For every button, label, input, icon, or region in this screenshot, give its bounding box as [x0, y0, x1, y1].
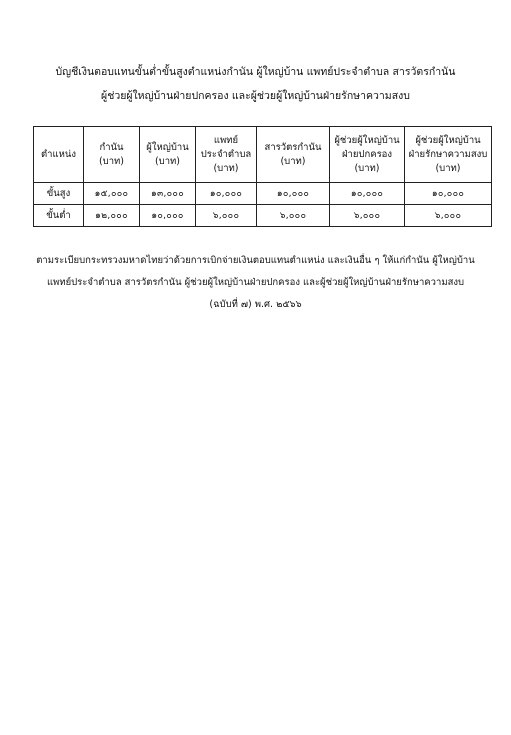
table-row-min	[34, 205, 492, 227]
header-assistant-admin	[330, 127, 405, 183]
cell-max-kamnan-inspector: ๑๐,๐๐๐	[257, 183, 330, 205]
cell-min-kamnan: ๑๒,๐๐๐	[84, 205, 140, 227]
header-village-headman-unit: (บาท)	[154, 155, 181, 167]
footnote-line-1: ตามระเบียบกระทรวงมหาดไทยว่าด้วยการเบิกจ่ายเงินตอบแทนตำแหน่ง และเงินอื่น ๆ ให้แก่กำนัน ผู้ใหญ่บ้าน	[36, 255, 475, 266]
header-assistant-security-label-2: ฝ่ายรักษาความสงบ	[408, 148, 488, 160]
header-assistant-admin-label-2: ฝ่ายปกครอง	[341, 148, 393, 160]
row-label-max: ขั้นสูง	[34, 183, 84, 205]
cell-max-kamnan: ๑๕,๐๐๐	[84, 183, 140, 205]
document-title-line-2: ผู้ช่วยผู้ใหญ่บ้านฝ่ายปกครอง และผู้ช่วยผู้ใหญ่บ้านฝ่ายรักษาความสงบ	[101, 90, 410, 102]
header-kamnan-inspector-unit: (บาท)	[280, 155, 306, 167]
header-kamnan-unit: (บาท)	[98, 155, 125, 167]
footnote-line-2: แพทย์ประจำตำบล สารวัตรกำนัน ผู้ช่วยผู้ใหญ่บ้านฝ่ายปกครอง และผู้ช่วยผู้ใหญ่บ้านฝ่ายรักษาความสงบ	[46, 277, 465, 288]
header-tambon-doctor	[196, 127, 257, 183]
header-assistant-security	[405, 127, 492, 183]
header-tambon-doctor-label-1: แพทย์	[213, 134, 239, 146]
header-kamnan-inspector	[257, 127, 330, 183]
header-village-headman-label: ผู้ใหญ่บ้าน	[146, 141, 189, 153]
compensation-table	[33, 126, 492, 227]
row-label-min: ขั้นต่ำ	[34, 205, 84, 227]
header-position	[34, 127, 84, 183]
cell-min-tambon-doctor: ๖,๐๐๐	[196, 205, 257, 227]
document-title-line-1: บัญชีเงินตอบแทนขั้นต่ำขั้นสูงตำแหน่งกำนัน ผู้ใหญ่บ้าน แพทย์ประจำตำบล สารวัตรกำนัน	[55, 66, 456, 78]
header-position-label: ตำแหน่ง	[40, 148, 77, 160]
header-village-headman	[140, 127, 196, 183]
table-row-max	[34, 183, 492, 205]
header-tambon-doctor-label-2: ประจำตำบล	[200, 148, 252, 160]
header-assistant-security-unit: (บาท)	[435, 162, 461, 174]
header-assistant-security-label-1: ผู้ช่วยผู้ใหญ่บ้าน	[415, 134, 481, 146]
cell-min-assistant-admin: ๖,๐๐๐	[330, 205, 405, 227]
footnote-line-3: (ฉบับที่ ๗) พ.ศ. ๒๕๖๖	[209, 299, 302, 310]
cell-max-assistant-security: ๑๐,๐๐๐	[405, 183, 492, 205]
header-kamnan	[84, 127, 140, 183]
cell-max-village-headman: ๑๓,๐๐๐	[140, 183, 196, 205]
cell-max-assistant-admin: ๑๐,๐๐๐	[330, 183, 405, 205]
header-tambon-doctor-unit: (บาท)	[213, 162, 239, 174]
cell-min-kamnan-inspector: ๖,๐๐๐	[257, 205, 330, 227]
header-kamnan-label: กำนัน	[99, 141, 124, 153]
cell-max-tambon-doctor: ๑๐,๐๐๐	[196, 183, 257, 205]
table-header-row	[34, 127, 492, 183]
header-assistant-admin-unit: (บาท)	[354, 162, 380, 174]
cell-min-assistant-security: ๖,๐๐๐	[405, 205, 492, 227]
header-kamnan-inspector-label: สารวัตรกำนัน	[264, 141, 322, 153]
header-assistant-admin-label-1: ผู้ช่วยผู้ใหญ่บ้าน	[334, 134, 400, 146]
cell-min-village-headman: ๑๐,๐๐๐	[140, 205, 196, 227]
